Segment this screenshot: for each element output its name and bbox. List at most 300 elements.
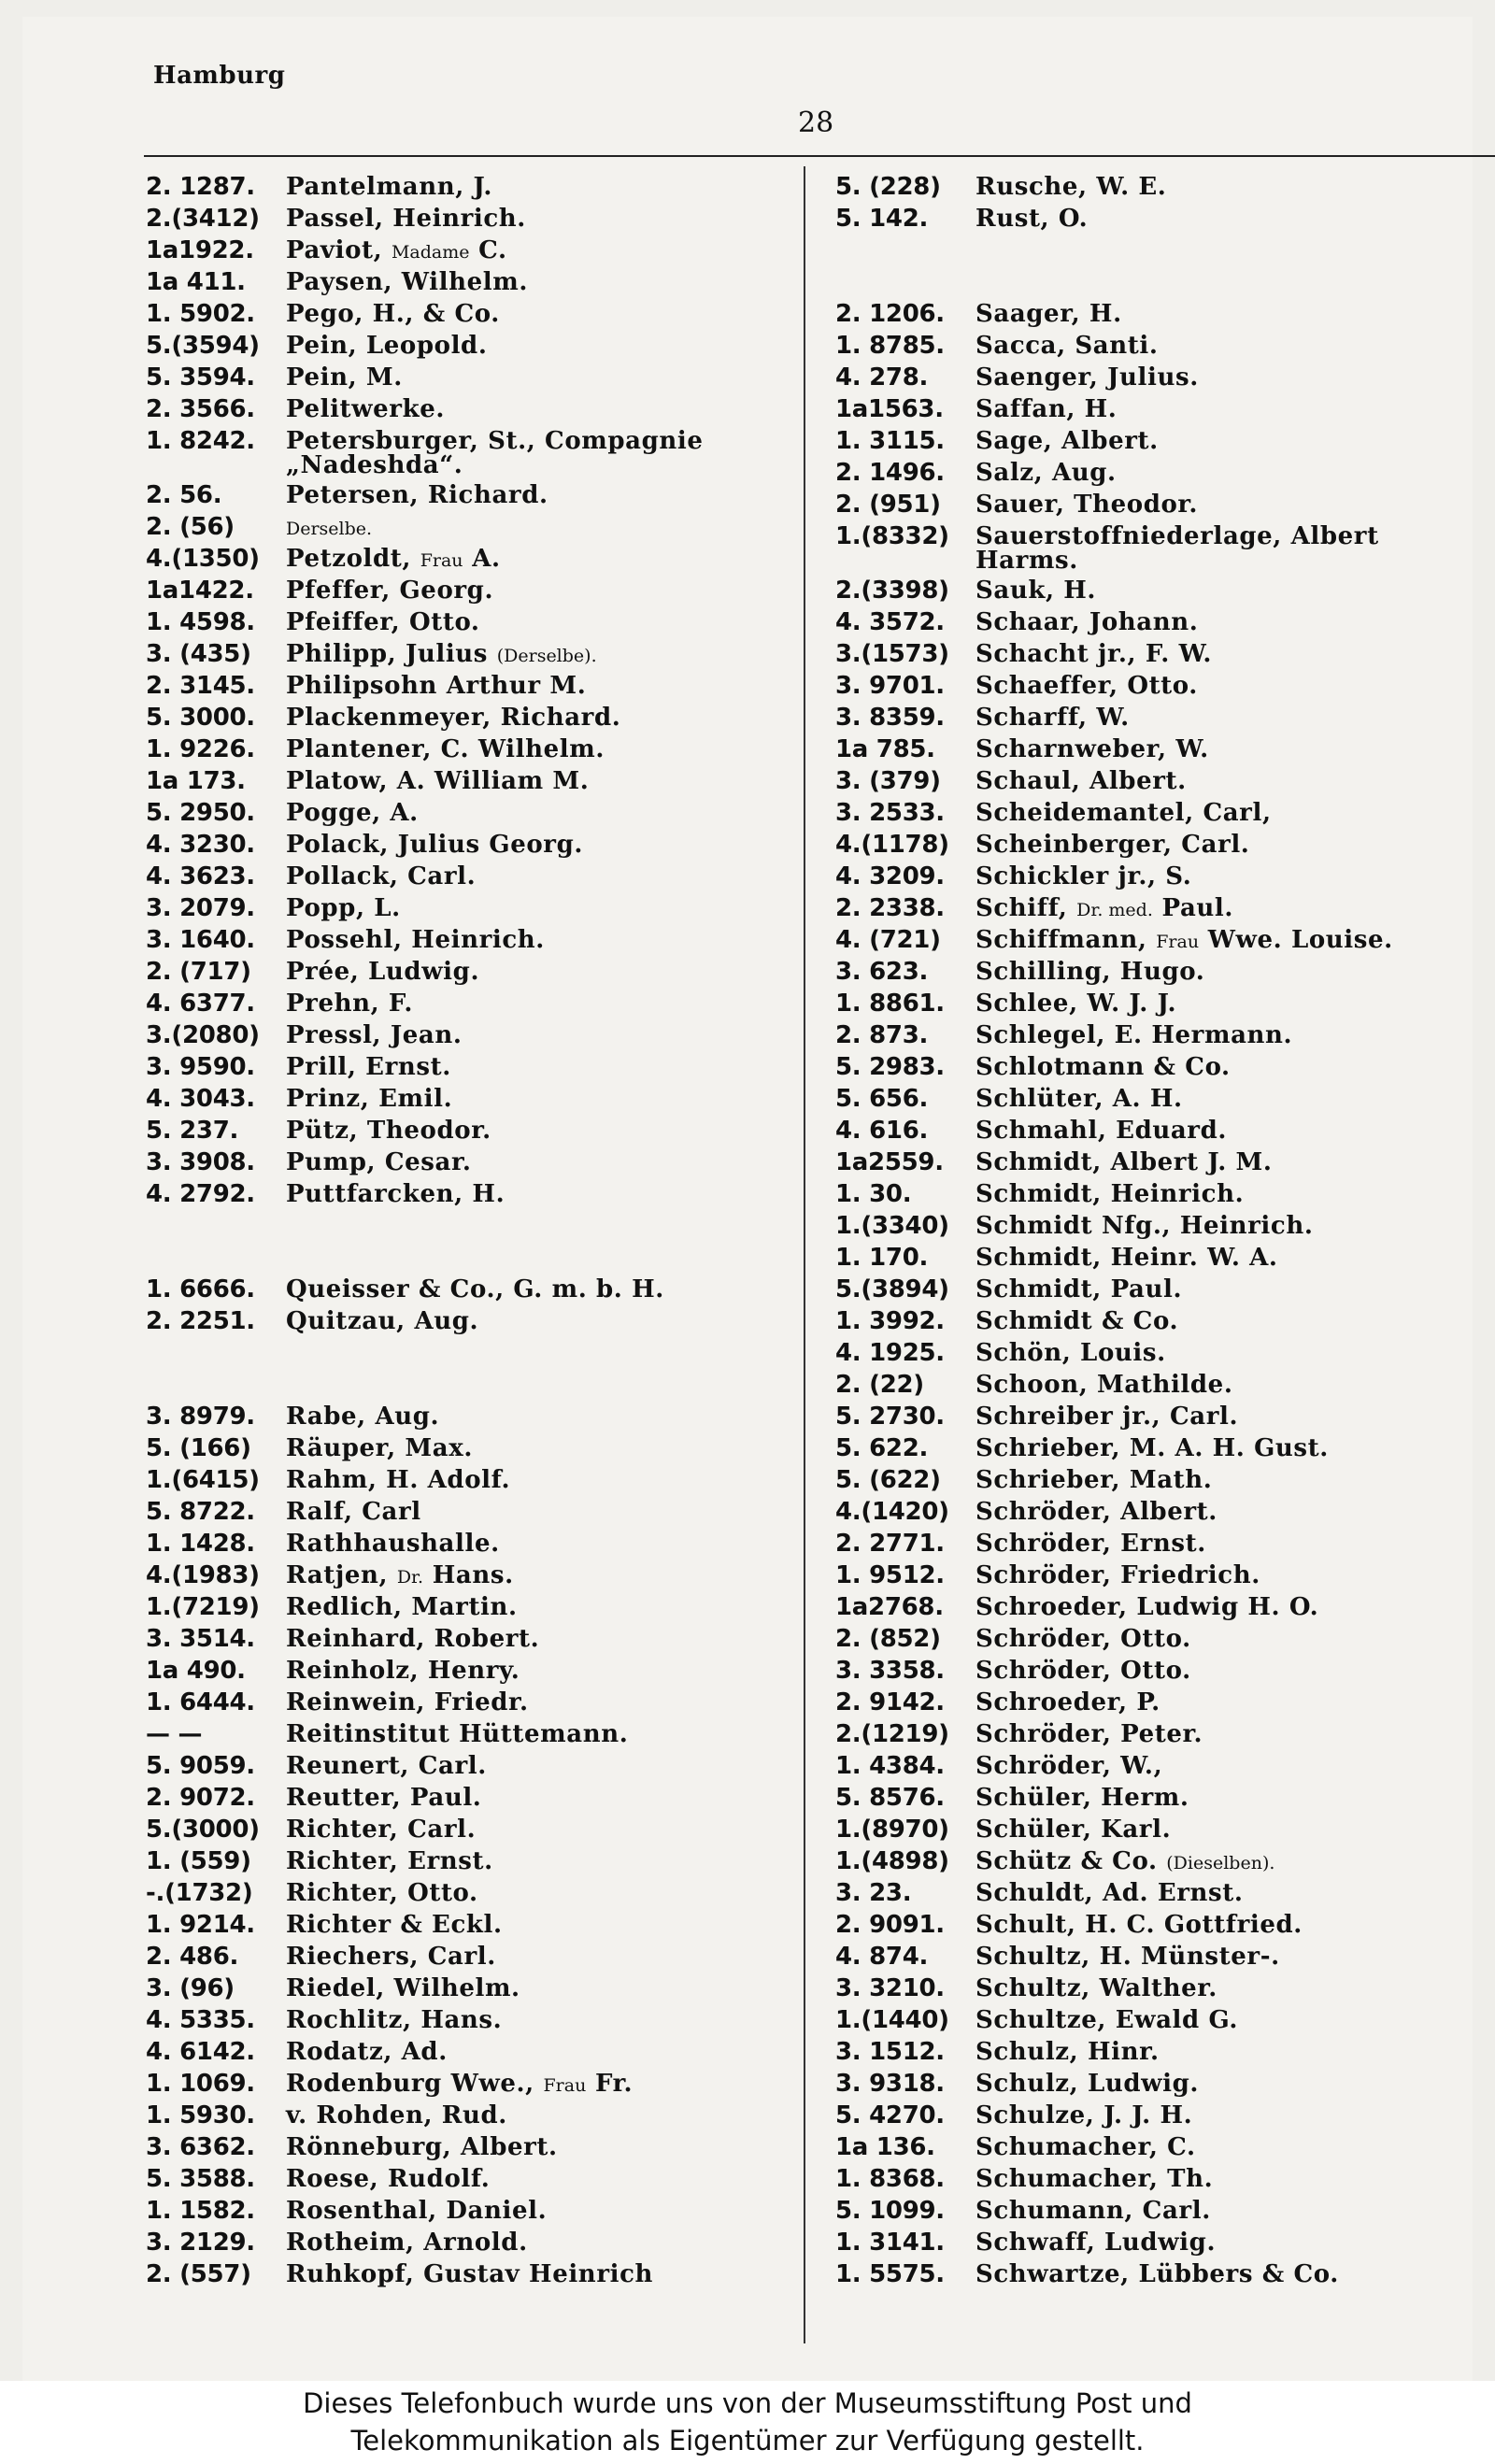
subscriber-title: Frau xyxy=(420,550,463,571)
phone-number: 3. 23. xyxy=(835,1879,912,1907)
subscriber-name xyxy=(286,1718,628,1750)
section-gap xyxy=(146,1210,790,1274)
subscriber-name xyxy=(975,1401,1238,1432)
subscriber-name xyxy=(286,1305,478,1337)
subscriber-name-main: Pollack, Carl. xyxy=(286,862,477,890)
directory-entry xyxy=(146,892,790,924)
phone-number: 1. 6666. xyxy=(146,1275,255,1303)
subscriber-title: Frau xyxy=(1156,932,1200,952)
subscriber-name-main: Paysen, Wilhelm. xyxy=(286,268,528,296)
phone-number: 1. 8785. xyxy=(835,332,945,360)
subscriber-name-main: Schaar, Johann. xyxy=(975,608,1199,636)
subscriber-name xyxy=(286,1814,476,1845)
phone-number: 4.(1178) xyxy=(835,831,949,859)
directory-entry xyxy=(835,2131,1489,2163)
subscriber-name xyxy=(286,1115,491,1147)
phone-number: 4.(1983) xyxy=(146,1561,260,1589)
phone-number: 1.(6415) xyxy=(146,1466,260,1494)
subscriber-name-main: Schröder, Ernst. xyxy=(975,1530,1206,1558)
directory-entry xyxy=(146,1305,790,1337)
subscriber-name xyxy=(286,1178,505,1210)
subscriber-name xyxy=(975,1464,1212,1496)
phone-number: 1. 3115. xyxy=(835,427,945,455)
directory-entry xyxy=(146,330,790,362)
phone-number: 2. (717) xyxy=(146,958,251,986)
subscriber-name xyxy=(975,1528,1206,1560)
directory-entry xyxy=(835,988,1489,1019)
directory-entry xyxy=(835,298,1489,330)
subscriber-name-main: Ruhkopf, Gustav Heinrich xyxy=(286,2260,654,2288)
subscriber-name-main: Schön, Louis. xyxy=(975,1339,1166,1367)
phone-number: 4. 2792. xyxy=(146,1180,255,1208)
subscriber-name xyxy=(286,330,487,362)
phone-number: 1. 8368. xyxy=(835,2165,945,2193)
directory-entry xyxy=(146,362,790,393)
subscriber-name xyxy=(975,606,1198,638)
directory-entry xyxy=(835,765,1489,797)
subscriber-name-rest: Wwe. Louise. xyxy=(1207,926,1393,954)
phone-number: 1a2768. xyxy=(835,1593,944,1621)
subscriber-name xyxy=(975,2131,1196,2163)
directory-entry xyxy=(835,1687,1489,1718)
subscriber-name xyxy=(975,988,1176,1019)
subscriber-name xyxy=(286,1083,452,1115)
subscriber-name xyxy=(286,1496,421,1528)
subscriber-name-main: Richter & Eckl. xyxy=(286,1911,503,1939)
subscriber-name xyxy=(975,489,1198,520)
subscriber-name-main: Plantener, C. Wilhelm. xyxy=(286,735,605,763)
subscriber-name-main: Schiff, xyxy=(975,894,1068,922)
phone-number: 3. 2129. xyxy=(146,2229,255,2257)
subscriber-name xyxy=(975,702,1130,734)
subscriber-name xyxy=(286,765,589,797)
subscriber-name xyxy=(286,171,492,203)
subscriber-name-main: Schmidt, Albert J. M. xyxy=(975,1148,1273,1176)
directory-entry xyxy=(146,797,790,829)
phone-number: 5. 2983. xyxy=(835,1053,945,1081)
directory-entry xyxy=(146,1687,790,1718)
subscriber-name xyxy=(286,511,372,545)
subscriber-name-main: Schröder, Friedrich. xyxy=(975,1561,1260,1589)
subscriber-name-main: Schwartze, Lübbers & Co. xyxy=(975,2260,1339,2288)
subscriber-name xyxy=(975,171,1166,203)
phone-number: 3. 9590. xyxy=(146,1053,255,1081)
subscriber-name xyxy=(975,2004,1238,2036)
subscriber-name xyxy=(975,1274,1182,1305)
phone-number: 1a1422. xyxy=(146,577,254,605)
subscriber-name-main: Pfeiffer, Otto. xyxy=(286,608,480,636)
subscriber-name xyxy=(975,393,1117,425)
phone-number: — — xyxy=(146,1720,203,1748)
subscriber-title: (Derselbe). xyxy=(496,646,597,666)
subscriber-name-main: Reinhard, Robert. xyxy=(286,1625,540,1653)
subscriber-name xyxy=(286,1432,473,1464)
directory-entry xyxy=(835,1210,1489,1242)
subscriber-name-main: Rodenburg Wwe., xyxy=(286,2070,534,2098)
directory-entry xyxy=(146,298,790,330)
subscriber-name-main: Saenger, Julius. xyxy=(975,363,1199,392)
phone-number: 2. (56) xyxy=(146,513,235,541)
subscriber-name xyxy=(975,1178,1244,1210)
subscriber-name-main: Scheinberger, Carl. xyxy=(975,831,1250,859)
directory-entry xyxy=(146,2068,790,2100)
phone-number: 2. 486. xyxy=(146,1943,239,1971)
subscriber-name xyxy=(286,479,548,511)
subscriber-name-main: Rathhaushalle. xyxy=(286,1530,500,1558)
subscriber-name-main: Schulze, J. J. H. xyxy=(975,2101,1193,2129)
phone-number: 1a1922. xyxy=(146,236,254,264)
subscriber-name-main: Schmidt, Heinr. W. A. xyxy=(975,1244,1278,1272)
phone-number: 5. 237. xyxy=(146,1117,239,1145)
subscriber-name xyxy=(975,1845,1274,1879)
directory-entry xyxy=(146,1496,790,1528)
subscriber-name-main: Ratjen, xyxy=(286,1561,389,1589)
directory-entry xyxy=(835,1178,1489,1210)
directory-entry xyxy=(146,2195,790,2227)
directory-entry xyxy=(146,1814,790,1845)
subscriber-name-main: Rönneburg, Albert. xyxy=(286,2133,558,2161)
subscriber-name xyxy=(286,2131,558,2163)
phone-number: 4.(1420) xyxy=(835,1498,949,1526)
subscriber-name xyxy=(975,330,1159,362)
phone-number: 3. 6362. xyxy=(146,2133,255,2161)
subscriber-name xyxy=(975,1591,1318,1623)
directory-entry xyxy=(835,2068,1489,2100)
directory-entry xyxy=(835,1432,1489,1464)
subscriber-title: Dr. med. xyxy=(1076,900,1153,920)
phone-number: 5.(3000) xyxy=(146,1816,260,1844)
directory-entry xyxy=(835,1464,1489,1496)
subscriber-name-main: Sage, Albert. xyxy=(975,427,1159,455)
subscriber-name-main: Petzoldt, xyxy=(286,545,412,573)
phone-number: 1. 1428. xyxy=(146,1530,255,1558)
column-divider xyxy=(804,166,805,2343)
subscriber-name-main: Roese, Rudolf. xyxy=(286,2165,491,2193)
subscriber-name-rest: C. xyxy=(478,236,507,264)
subscriber-name xyxy=(975,1083,1183,1115)
directory-entry xyxy=(835,330,1489,362)
directory-entry xyxy=(835,575,1489,606)
subscriber-name xyxy=(286,2163,490,2195)
subscriber-name-main: Philipp, Julius xyxy=(286,640,489,668)
directory-entry xyxy=(146,2227,790,2258)
directory-entry xyxy=(146,1941,790,1973)
phone-number: 3. 1640. xyxy=(146,926,255,954)
directory-entry xyxy=(835,1337,1489,1369)
subscriber-name xyxy=(975,829,1249,861)
directory-entry xyxy=(835,829,1489,861)
phone-number: 1. 1582. xyxy=(146,2197,255,2225)
phone-number: 4. 3623. xyxy=(146,862,255,890)
directory-entry xyxy=(835,1623,1489,1655)
phone-number: 3. (435) xyxy=(146,640,251,668)
subscriber-title: (Dieselben). xyxy=(1166,1853,1275,1873)
subscriber-name-main: Quitzau, Aug. xyxy=(286,1307,479,1335)
subscriber-name-main: Räuper, Max. xyxy=(286,1434,473,1462)
phone-number: 4. 3209. xyxy=(835,862,945,890)
directory-entry xyxy=(146,2036,790,2068)
subscriber-name-main: Schröder, Otto. xyxy=(975,1657,1191,1685)
subscriber-name xyxy=(286,1591,518,1623)
directory-entry xyxy=(835,2195,1489,2227)
subscriber-name-main: Schroeder, Ludwig H. O. xyxy=(975,1593,1319,1621)
phone-number: 1. 5930. xyxy=(146,2101,255,2129)
directory-entry xyxy=(835,203,1489,235)
subscriber-name xyxy=(286,892,401,924)
subscriber-name-main: Schlüter, A. H. xyxy=(975,1085,1183,1113)
phone-number: 3. 8359. xyxy=(835,704,945,732)
subscriber-name-main: Prinz, Emil. xyxy=(286,1085,453,1113)
subscriber-name xyxy=(286,1655,520,1687)
subscriber-name-rest: A. xyxy=(472,545,501,573)
directory-entry xyxy=(146,1178,790,1210)
directory-entry xyxy=(146,1560,790,1591)
subscriber-name xyxy=(286,1623,539,1655)
subscriber-name-main: Schiffmann, xyxy=(975,926,1147,954)
subscriber-name xyxy=(975,1814,1171,1845)
phone-number: 1. 170. xyxy=(835,1244,929,1272)
phone-number: 2. (852) xyxy=(835,1625,941,1653)
directory-entry xyxy=(835,1877,1489,1909)
subscriber-name-main: Pump, Cesar. xyxy=(286,1148,472,1176)
phone-number: 1a1563. xyxy=(835,395,944,423)
phone-number: 2. (951) xyxy=(835,491,941,519)
subscriber-name-main: Schmidt Nfg., Heinrich. xyxy=(975,1212,1314,1240)
subscriber-name xyxy=(286,829,583,861)
directory-entry xyxy=(835,2100,1489,2131)
phone-number: 5.(3594) xyxy=(146,332,260,360)
subscriber-name-main: Riechers, Carl. xyxy=(286,1943,496,1971)
subscriber-name-main: v. Rohden, Rud. xyxy=(286,2101,507,2129)
directory-entry xyxy=(146,1845,790,1877)
subscriber-name-main: Schröder, W., xyxy=(975,1752,1163,1780)
subscriber-name-main: Schacht jr., F. W. xyxy=(975,640,1212,668)
directory-entry xyxy=(835,1941,1489,1973)
directory-entry xyxy=(835,2036,1489,2068)
phone-number: 1. 9226. xyxy=(146,735,255,763)
section-gap xyxy=(835,235,1489,298)
subscriber-name-main: Schultz, H. Münster-. xyxy=(975,1943,1280,1971)
phone-number: 1. 6444. xyxy=(146,1688,255,1716)
phone-number: 1.(4898) xyxy=(835,1847,949,1875)
directory-entry xyxy=(146,171,790,203)
subscriber-name xyxy=(286,266,528,298)
subscriber-name-main: Pfeffer, Georg. xyxy=(286,577,494,605)
subscriber-name xyxy=(975,956,1204,988)
subscriber-name-main: Polack, Julius Georg. xyxy=(286,831,584,859)
phone-number: 3.(2080) xyxy=(146,1021,260,1049)
directory-entry xyxy=(835,2227,1489,2258)
subscriber-name xyxy=(975,1432,1329,1464)
directory-entry xyxy=(146,1877,790,1909)
section-gap xyxy=(146,1337,790,1401)
subscriber-name xyxy=(286,298,500,330)
subscriber-name xyxy=(975,2163,1213,2195)
phone-number: 2. 9091. xyxy=(835,1911,945,1939)
directory-entry xyxy=(146,1019,790,1051)
subscriber-title: Madame xyxy=(391,242,470,263)
subscriber-name-main: Schmidt & Co. xyxy=(975,1307,1179,1335)
subscriber-name xyxy=(975,1369,1232,1401)
subscriber-name-main: Schultz, Walther. xyxy=(975,1974,1217,2002)
phone-number: 3. 3908. xyxy=(146,1148,255,1176)
directory-entry xyxy=(835,1560,1489,1591)
phone-number: 5. 8576. xyxy=(835,1784,945,1812)
subscriber-name-main: Pein, M. xyxy=(286,363,403,392)
phone-number: 5. 2730. xyxy=(835,1403,945,1431)
phone-number: 5. (622) xyxy=(835,1466,941,1494)
phone-number: 1a 411. xyxy=(146,268,246,296)
directory-entry xyxy=(146,393,790,425)
directory-entry xyxy=(835,702,1489,734)
subscriber-name-main: Schüler, Herm. xyxy=(975,1784,1189,1812)
subscriber-name-main: Schmahl, Eduard. xyxy=(975,1117,1228,1145)
phone-number: 1. 8861. xyxy=(835,990,945,1018)
subscriber-name-main: Scharff, W. xyxy=(975,704,1130,732)
phone-number: 4. 6377. xyxy=(146,990,255,1018)
subscriber-name xyxy=(286,1401,439,1432)
directory-entry xyxy=(146,235,790,266)
phone-number: 1. 3141. xyxy=(835,2229,945,2257)
phone-number: 2. 1206. xyxy=(835,300,945,328)
directory-entry xyxy=(146,2258,790,2290)
subscriber-title: Frau xyxy=(543,2075,587,2096)
directory-entry xyxy=(146,1147,790,1178)
subscriber-name-main: Pego, H., & Co. xyxy=(286,300,500,328)
directory-entry xyxy=(835,1718,1489,1750)
subscriber-name-main: Schaeffer, Otto. xyxy=(975,672,1198,700)
phone-number: 5. (166) xyxy=(146,1434,251,1462)
subscriber-name-main: Saffan, H. xyxy=(975,395,1118,423)
subscriber-name xyxy=(975,1305,1178,1337)
subscriber-name xyxy=(975,734,1209,765)
directory-entry xyxy=(835,1973,1489,2004)
phone-number: 1a 785. xyxy=(835,735,935,763)
subscriber-name xyxy=(286,1147,472,1178)
phone-number: 5. 8722. xyxy=(146,1498,255,1526)
phone-number: 3. 9701. xyxy=(835,672,945,700)
directory-entry xyxy=(835,638,1489,670)
directory-entry xyxy=(835,1083,1489,1115)
phone-number: 2. 9142. xyxy=(835,1688,945,1716)
directory-entry xyxy=(146,2100,790,2131)
subscriber-name xyxy=(975,2258,1339,2290)
subscriber-name xyxy=(286,1528,500,1560)
subscriber-name xyxy=(286,1845,493,1877)
subscriber-name-main: Schlegel, E. Hermann. xyxy=(975,1021,1293,1049)
subscriber-name xyxy=(286,203,526,235)
phone-number: 5. 4270. xyxy=(835,2101,945,2129)
directory-entry xyxy=(835,1274,1489,1305)
subscriber-name xyxy=(286,2195,547,2227)
phone-number: 3. 1512. xyxy=(835,2038,945,2066)
directory-entry xyxy=(835,2258,1489,2290)
phone-number: 1a 490. xyxy=(146,1657,246,1685)
phone-number: 3. (96) xyxy=(146,1974,235,2002)
directory-entry xyxy=(835,1305,1489,1337)
subscriber-name xyxy=(975,298,1122,330)
subscriber-name xyxy=(975,1051,1231,1083)
subscriber-name xyxy=(975,924,1393,958)
phone-number: 1. 9214. xyxy=(146,1911,255,1939)
directory-entry xyxy=(146,829,790,861)
subscriber-name xyxy=(286,702,620,734)
subscriber-name xyxy=(286,606,480,638)
phone-number: 2. (557) xyxy=(146,2260,251,2288)
phone-number: 2. (22) xyxy=(835,1371,924,1399)
subscriber-name-main: Schreiber jr., Carl. xyxy=(975,1403,1239,1431)
phone-number: 4. 616. xyxy=(835,1117,929,1145)
phone-number: 3. 8979. xyxy=(146,1403,255,1431)
subscriber-name-main: Scharnweber, W. xyxy=(975,735,1209,763)
directory-entry xyxy=(835,1750,1489,1782)
subscriber-name xyxy=(286,1560,514,1593)
subscriber-name xyxy=(975,1782,1189,1814)
subscriber-name-main: Queisser & Co., G. m. b. H. xyxy=(286,1275,664,1303)
directory-entry xyxy=(146,1528,790,1560)
phone-number: 5. (228) xyxy=(835,173,941,201)
phone-number: 3. 623. xyxy=(835,958,929,986)
subscriber-name-main: Prée, Ludwig. xyxy=(286,958,480,986)
subscriber-name-main: Schrieber, Math. xyxy=(975,1466,1213,1494)
directory-entry xyxy=(146,924,790,956)
directory-entry xyxy=(146,734,790,765)
directory-entry xyxy=(146,2004,790,2036)
directory-entry xyxy=(835,1369,1489,1401)
directory-entry xyxy=(146,1464,790,1496)
subscriber-name-main: Pein, Leopold. xyxy=(286,332,488,360)
subscriber-name-main: Sacca, Santi. xyxy=(975,332,1159,360)
phone-number: 2. 1496. xyxy=(835,459,945,487)
subscriber-name-main: Richter, Carl. xyxy=(286,1816,477,1844)
subscriber-name xyxy=(286,1464,510,1496)
directory-entry xyxy=(146,425,790,479)
directory-entry xyxy=(835,956,1489,988)
directory-entry xyxy=(835,734,1489,765)
directory-entry xyxy=(835,1655,1489,1687)
subscriber-name xyxy=(286,1877,478,1909)
phone-number: 3. 2079. xyxy=(146,894,255,922)
subscriber-name-main: Salz, Aug. xyxy=(975,459,1117,487)
subscriber-name xyxy=(975,1147,1273,1178)
directory-entry xyxy=(146,702,790,734)
subscriber-name xyxy=(975,1560,1260,1591)
directory-entry xyxy=(835,861,1489,892)
directory-entry xyxy=(146,1432,790,1464)
subscriber-name-main: Schütz & Co. xyxy=(975,1847,1158,1875)
phone-number: 2. 2338. xyxy=(835,894,945,922)
phone-number: 1.(8332) xyxy=(835,522,949,550)
subscriber-name xyxy=(286,670,586,702)
phone-number: 5. 3588. xyxy=(146,2165,255,2193)
subscriber-name-main: Saager, H. xyxy=(975,300,1122,328)
directory-entry xyxy=(146,638,790,670)
phone-number: 1a 173. xyxy=(146,767,246,795)
subscriber-name xyxy=(286,362,403,393)
subscriber-name-main: Schulz, Hinr. xyxy=(975,2038,1160,2066)
directory-entry xyxy=(146,670,790,702)
directory-entry xyxy=(146,1718,790,1750)
subscriber-name-main: Scheidemantel, Carl, xyxy=(975,799,1272,827)
directory-entry xyxy=(146,1750,790,1782)
subscriber-name-main: Pressl, Jean. xyxy=(286,1021,463,1049)
subscriber-name xyxy=(286,734,605,765)
subscriber-name-main: Richter, Otto. xyxy=(286,1879,478,1907)
subscriber-name-main: Schulz, Ludwig. xyxy=(975,2070,1200,2098)
subscriber-name-main: Schmidt, Heinrich. xyxy=(975,1180,1245,1208)
phone-number: 4. 3043. xyxy=(146,1085,255,1113)
subscriber-name xyxy=(975,861,1191,892)
